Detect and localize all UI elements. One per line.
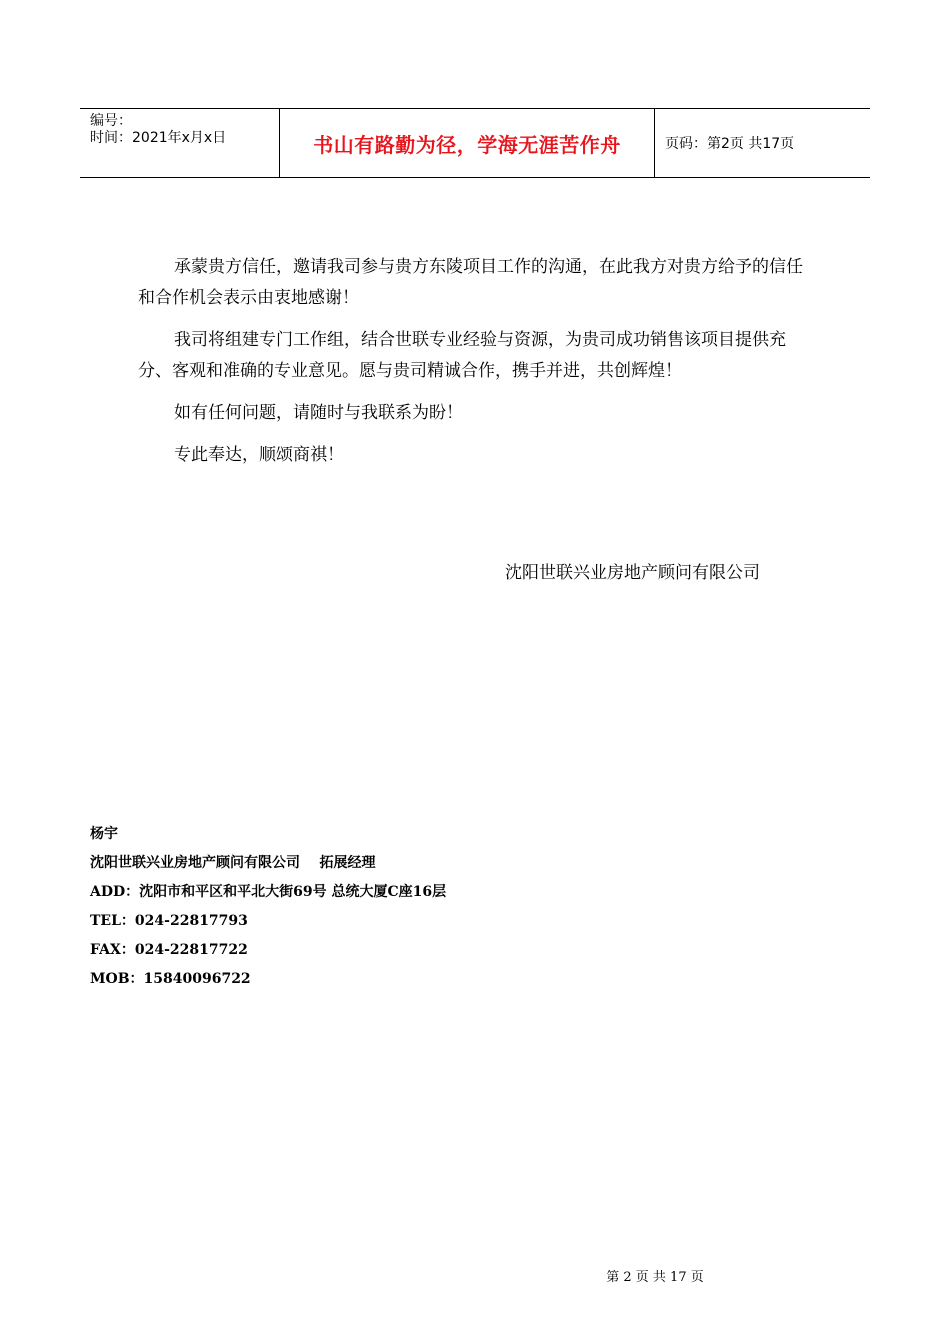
letter-paragraph: 承蒙贵方信任，邀请我司参与贵方东陵项目工作的沟通，在此我方对贵方给予的信任和合作机会表示由衷地感谢！	[138, 257, 803, 308]
header-meta	[80, 109, 280, 177]
date-label: 时间：2021年x月x日	[90, 130, 227, 146]
letter-paragraph: 如有任何问题，请随时与我联系为盼！	[174, 403, 463, 423]
header-motto: 书山有路勤为径，学海无涯苦作舟	[280, 109, 655, 177]
letter-paragraph: 专此奉达，顺颂商祺！	[174, 445, 344, 465]
contact-block	[90, 820, 446, 994]
letter-signature: 沈阳世联兴业房地产顾问有限公司	[505, 563, 760, 583]
page-footer: 第 2 页 共 17 页	[606, 1270, 704, 1285]
contact-mob: MOB：15840096722	[90, 971, 251, 987]
document-header	[80, 108, 870, 178]
letter-body	[138, 252, 818, 482]
contact-company-title: 沈阳世联兴业房地产顾问有限公司 拓展经理	[90, 855, 376, 871]
contact-name: 杨宇	[90, 826, 118, 842]
contact-address: ADD：沈阳市和平区和平北大街69号 总统大厦C座16层	[90, 884, 447, 900]
number-label: 编号：	[90, 113, 132, 129]
header-page-info: 页码：第2页 共17页	[665, 136, 795, 152]
letter-paragraph: 我司将组建专门工作组，结合世联专业经验与资源，为贵司成功销售该项目提供充分、客观和准确的专业意见。愿与贵司精诚合作，携手并进，共创辉煌！	[138, 330, 786, 381]
contact-fax: FAX：024-22817722	[90, 942, 248, 958]
contact-tel: TEL：024-22817793	[90, 913, 248, 929]
